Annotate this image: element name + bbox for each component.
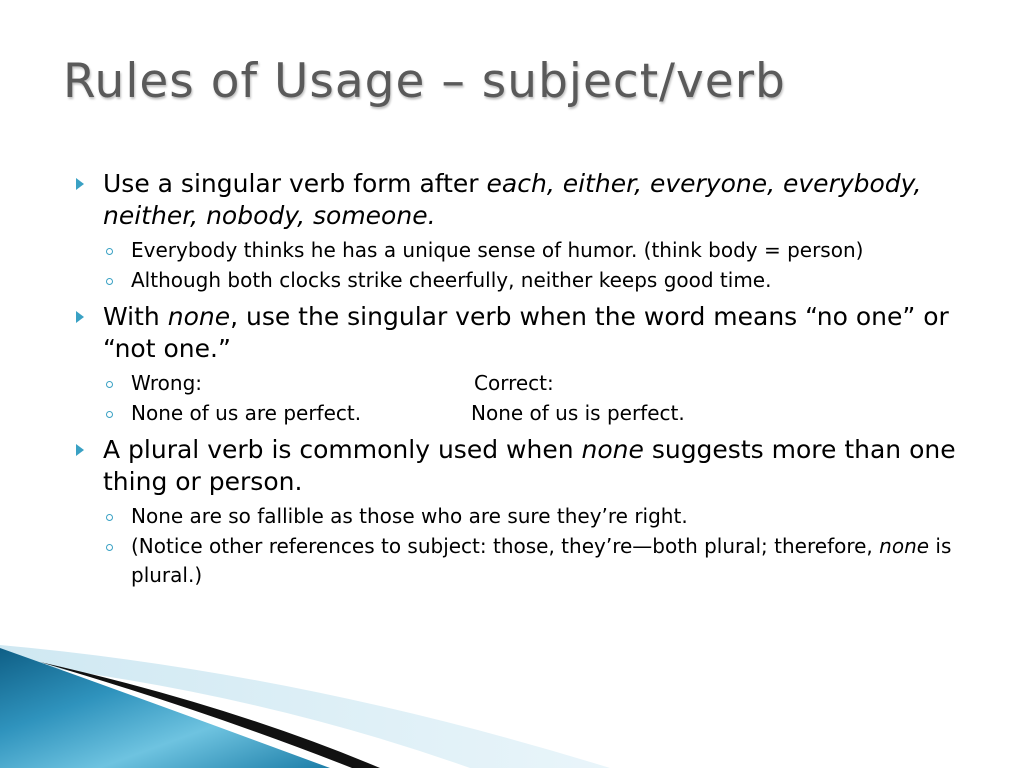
sub-bullet-item bbox=[76, 502, 956, 531]
wrong-example: None of us are perfect. bbox=[131, 401, 362, 425]
correct-example: None of us is perfect. bbox=[471, 401, 685, 425]
sub-bullet-list bbox=[76, 236, 956, 295]
sub-bullet-item bbox=[76, 236, 956, 265]
sub-bullet-item bbox=[76, 399, 956, 428]
circle-outline-icon bbox=[106, 278, 113, 285]
triangle-right-icon bbox=[76, 178, 84, 190]
bullet-text: A plural verb is commonly used when bbox=[103, 435, 582, 464]
slide-body bbox=[76, 168, 956, 596]
slide-title: Rules of Usage – subject/verb bbox=[63, 54, 786, 109]
bullet-text-after: suggests more than one thing or person. bbox=[103, 435, 956, 496]
bullet-item bbox=[76, 168, 956, 232]
bullet-text: Use a singular verb form after bbox=[103, 169, 487, 198]
triangle-right-icon bbox=[76, 311, 84, 323]
sub-bullet-item bbox=[76, 266, 956, 295]
sub-bullet-text-after: is plural.) bbox=[131, 534, 952, 587]
sub-bullet-list bbox=[76, 502, 956, 590]
sub-bullet-item bbox=[76, 369, 956, 398]
sub-bullet-text: None are so fallible as those who are sure they’re right. bbox=[131, 504, 688, 528]
wrong-heading: Wrong: bbox=[131, 371, 203, 395]
bullet-emphasis: none bbox=[167, 302, 231, 331]
sub-bullet-emphasis: none bbox=[879, 534, 930, 558]
sub-bullet-text: (Notice other references to subject: those, they’re—both plural; therefore, bbox=[131, 534, 880, 558]
bullet-text-after: , use the singular verb when the word means “no one” or “not one.” bbox=[103, 302, 949, 363]
sub-bullet-text: Everybody thinks he has a unique sense of humor. (think body = person) bbox=[131, 238, 864, 262]
sub-bullet-text: Although both clocks strike cheerfully, neither keeps good time. bbox=[131, 268, 772, 292]
sub-bullet-list bbox=[76, 369, 956, 428]
wave-dark-stripe bbox=[40, 662, 380, 768]
bullet-emphasis: none bbox=[581, 435, 644, 464]
wave-light-band bbox=[0, 645, 610, 768]
circle-outline-icon bbox=[106, 381, 113, 388]
bullet-emphasis: each, either, everyone, everybody, neither, nobody, someone. bbox=[103, 169, 922, 230]
correct-heading: Correct: bbox=[474, 371, 554, 395]
bullet-item bbox=[76, 301, 956, 365]
sub-bullet-item bbox=[76, 532, 956, 590]
bullet-item bbox=[76, 434, 956, 498]
circle-outline-icon bbox=[106, 248, 113, 255]
circle-outline-icon bbox=[106, 544, 113, 551]
circle-outline-icon bbox=[106, 411, 113, 418]
triangle-right-icon bbox=[76, 444, 84, 456]
bullet-text: With bbox=[103, 302, 168, 331]
wave-blue-band bbox=[0, 648, 330, 768]
circle-outline-icon bbox=[106, 514, 113, 521]
